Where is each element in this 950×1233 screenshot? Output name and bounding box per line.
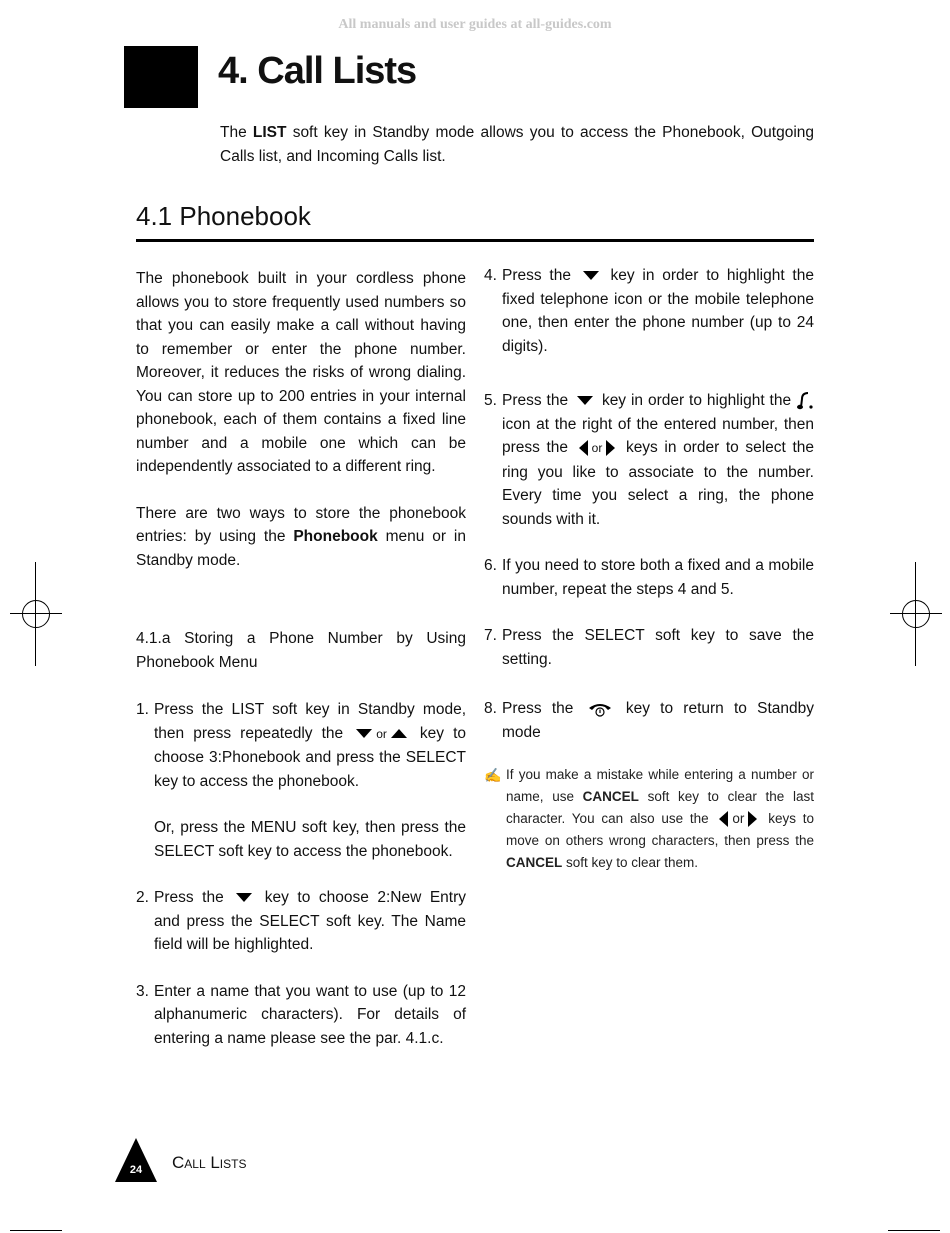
crop-mark-bottom-left <box>10 1230 62 1231</box>
down-arrow-key-icon <box>356 729 372 738</box>
step-4: 4. Press the key in order to highlight the fixed telephone icon or the mobile telephone one, then enter the phone number (up to 24 digits). <box>484 267 814 355</box>
note-pen-icon: ✍ <box>484 767 502 783</box>
step-3: 3. Enter a name that you want to use (up to 12 alphanumeric characters). For details of entering a name please see the par. 4.1.c. <box>136 982 466 1047</box>
down-arrow-key-icon <box>577 396 593 405</box>
crop-mark-bottom-right <box>888 1230 940 1231</box>
watermark: All manuals and user guides at all-guides.com <box>338 17 612 32</box>
step-1: 1. Press the LIST soft key in Standby mode, then press repeatedly the or key to choose 3:Phonebook and press the SELECT key to access the phonebook. Or, press the MENU soft key, then press the SELECT soft key to access the phonebook. <box>136 698 466 863</box>
left-arrow-key-icon <box>579 440 588 456</box>
step-7: 7. Press the SELECT soft key to save the setting. <box>484 627 814 668</box>
intro-paragraph: The LIST soft key in Standby mode allows you to access the Phonebook, Outgoing Calls list, and Incoming Calls list. <box>220 124 815 165</box>
registration-mark-left-circle <box>22 600 50 628</box>
page-number: 24 <box>129 1164 143 1176</box>
right-arrow-key-icon <box>748 811 757 827</box>
registration-mark-right-circle <box>902 600 930 628</box>
left-arrow-key-icon <box>719 811 728 827</box>
step-6: 6. If you need to store both a fixed and a mobile number, repeat the steps 4 and 5. <box>484 557 814 598</box>
subsection-heading: 4.1.a Storing a Phone Number by Using Phonebook Menu <box>136 630 466 671</box>
step-1-alternative: Or, press the MENU soft key, then press the SELECT soft key to access the phonebook. <box>154 819 466 860</box>
up-arrow-key-icon <box>391 729 407 738</box>
down-arrow-key-icon <box>583 271 599 280</box>
right-column <box>484 264 814 874</box>
footer-chapter-title: Call Lists <box>172 1153 247 1172</box>
step-2: 2. Press the key to choose 2:New Entry and press the SELECT soft key. The Name field will be highlighted. <box>136 889 466 953</box>
left-column <box>136 267 466 1050</box>
right-arrow-key-icon <box>606 440 615 456</box>
end-call-key-icon <box>588 701 612 717</box>
step-5: 5. Press the key in order to highlight the icon at the right of the entered number, then press the or keys in order to select the ring you like to associate to the number. Every time you select a ring, the phone sounds with it. <box>484 392 814 528</box>
ring-melody-icon <box>796 391 814 411</box>
down-arrow-key-icon <box>236 893 252 902</box>
phonebook-description: The phonebook built in your cordless phone allows you to store frequently used numbers so that you can easily make a call without having to remember or enter the phone number. Moreover, it reduces the risks of wrong dialing. You can store up to 200 entries in your internal phonebook, each of them contains a fixed line number and a mobile one which can be independently associated to a different ring. <box>136 270 466 475</box>
chapter-marker-block <box>124 46 198 108</box>
storage-methods-paragraph: There are two ways to store the phonebook entries: by using the Phonebook menu or in Standby mode. <box>136 504 466 569</box>
chapter-title: 4. Call Lists <box>218 50 417 92</box>
section-title: 4.1 Phonebook <box>136 201 311 231</box>
tip-note: ✍ If you make a mistake while entering a number or name, use CANCEL soft key to clear the last character. You can also use the or keys to move on others wrong characters, then press the CANCEL soft key to clear them. <box>484 764 814 874</box>
step-8: 8. Press the key to return to Standby mode <box>484 700 815 741</box>
section-rule <box>136 239 814 242</box>
